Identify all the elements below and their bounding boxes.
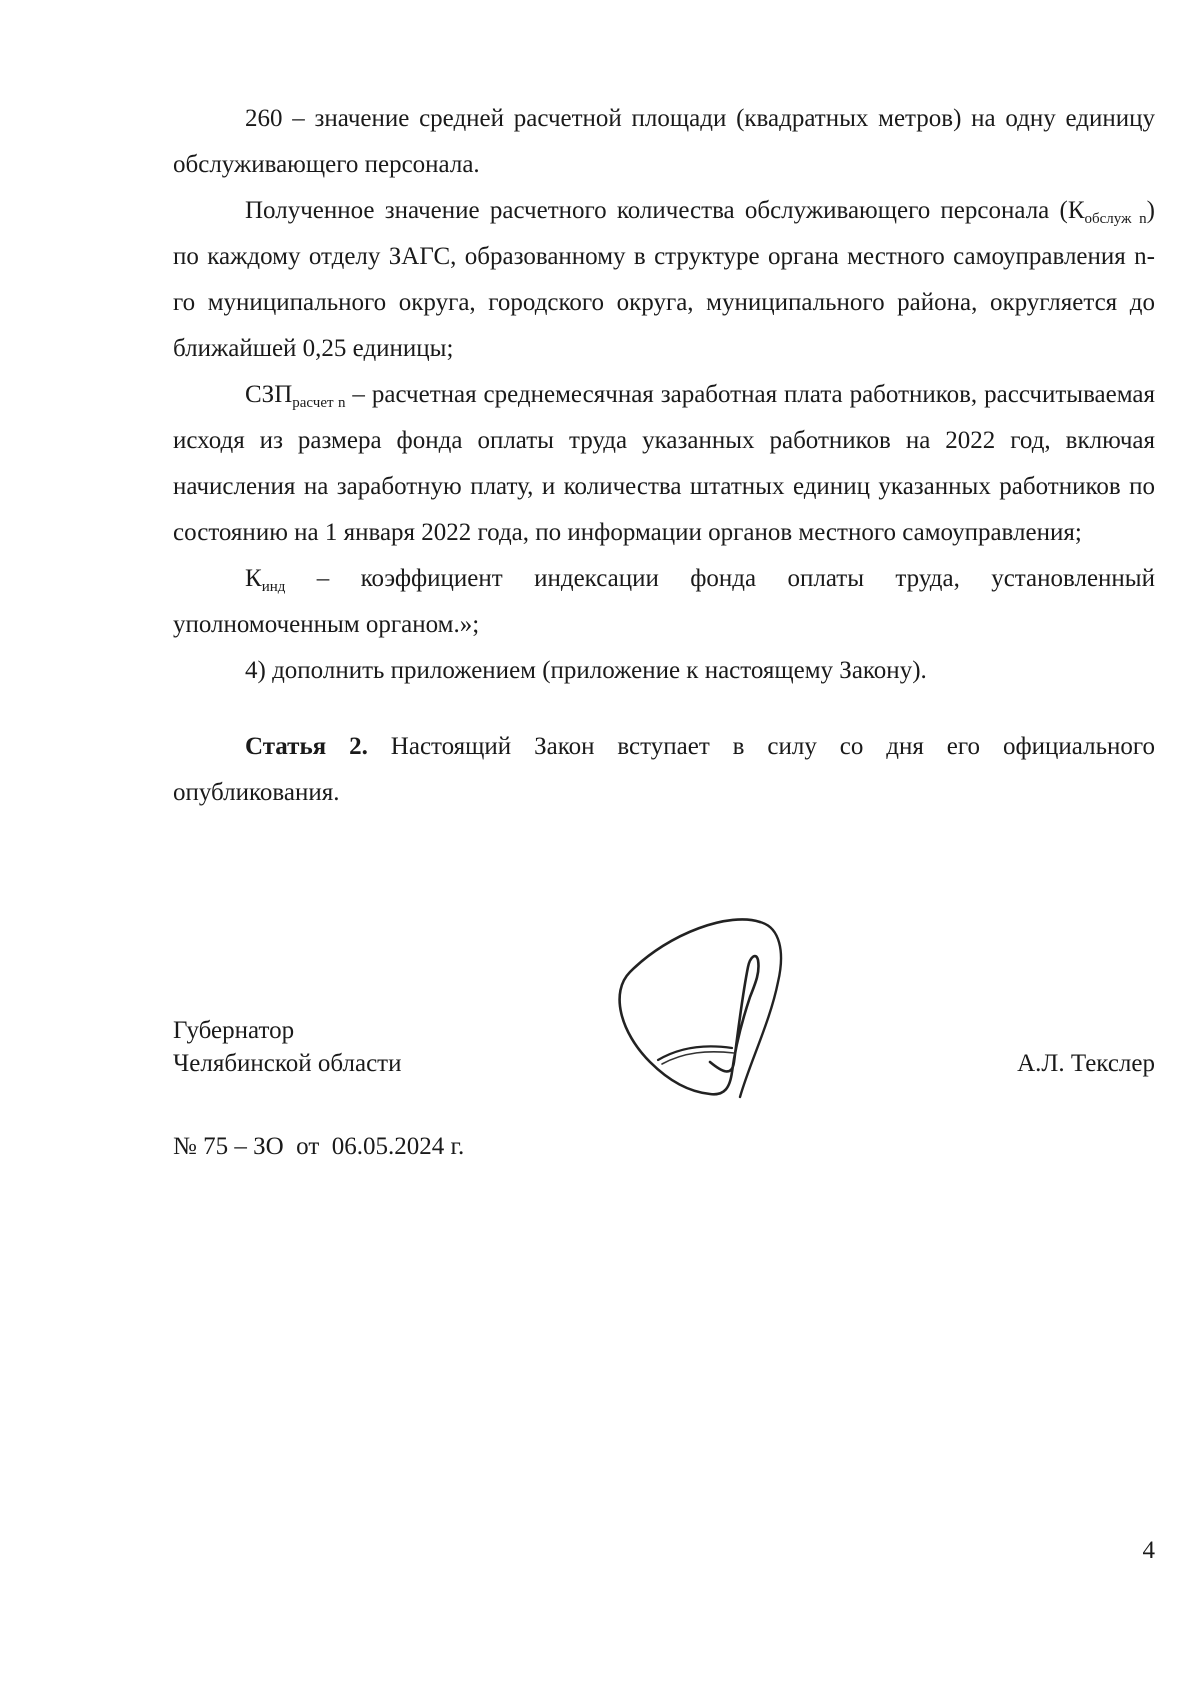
signatory-title (173, 1014, 401, 1080)
page-number: 4 (1142, 1537, 1155, 1564)
signatory-name: А.Л. Текслер (1017, 1050, 1155, 1077)
index-subscript: инд (261, 579, 286, 595)
signatory-title-line-2: Челябинской области (173, 1050, 402, 1077)
paragraph-area-value: 260 – значение средней расчетной площади (квадратных метров) на одну единицу обслуживающего персонала. (173, 105, 1155, 178)
salary-subscript: расчет n (292, 395, 346, 411)
paragraph-salary-rest: – расчетная среднемесячная заработная плата работников, рассчитываемая исходя из размера фонда оплаты труда указанных работников на 2022 год, включая начисления на заработную плату, и количества штатных единиц указанных работников по состоянию на 1 января 2022 года, по информации органов местного самоуправления; (173, 381, 1155, 546)
paragraph-staff-count-start: Полученное значение расчетного количества обслуживающего персонала (К (245, 197, 1085, 224)
article-label: Статья 2. (245, 733, 368, 760)
handwritten-signature (610, 912, 810, 1102)
article-2 (173, 724, 1155, 816)
signatory-title-line-1: Губернатор (173, 1017, 295, 1044)
document-body (173, 96, 1155, 816)
paragraph-index-symbol: К (245, 565, 262, 592)
paragraph-salary-symbol: СЗП (245, 381, 293, 408)
paragraph-staff-count (173, 188, 1155, 372)
paragraph-staff-count-rest: ) по каждому отделу ЗАГС, образованному в структуре органа местного самоуправления n-го муниципального округа, городского округа, муниципального района, округляется до ближайшей 0,25 единицы; (173, 197, 1155, 362)
law-number-date: № 75 – ЗО от 06.05.2024 г. (173, 1133, 465, 1160)
paragraph-index-rest: – коэффициент индексации фонда оплаты труда, установленный уполномоченным органом.»; (173, 565, 1155, 638)
paragraph-index-coefficient (173, 556, 1155, 648)
staff-count-subscript: обслуж n (1084, 211, 1147, 227)
paragraph-salary (173, 372, 1155, 556)
article-text: Настоящий Закон вступает в силу со дня его официального опубликования. (173, 733, 1155, 806)
list-item-4: 4) дополнить приложением (приложение к настоящему Закону). (245, 657, 927, 684)
